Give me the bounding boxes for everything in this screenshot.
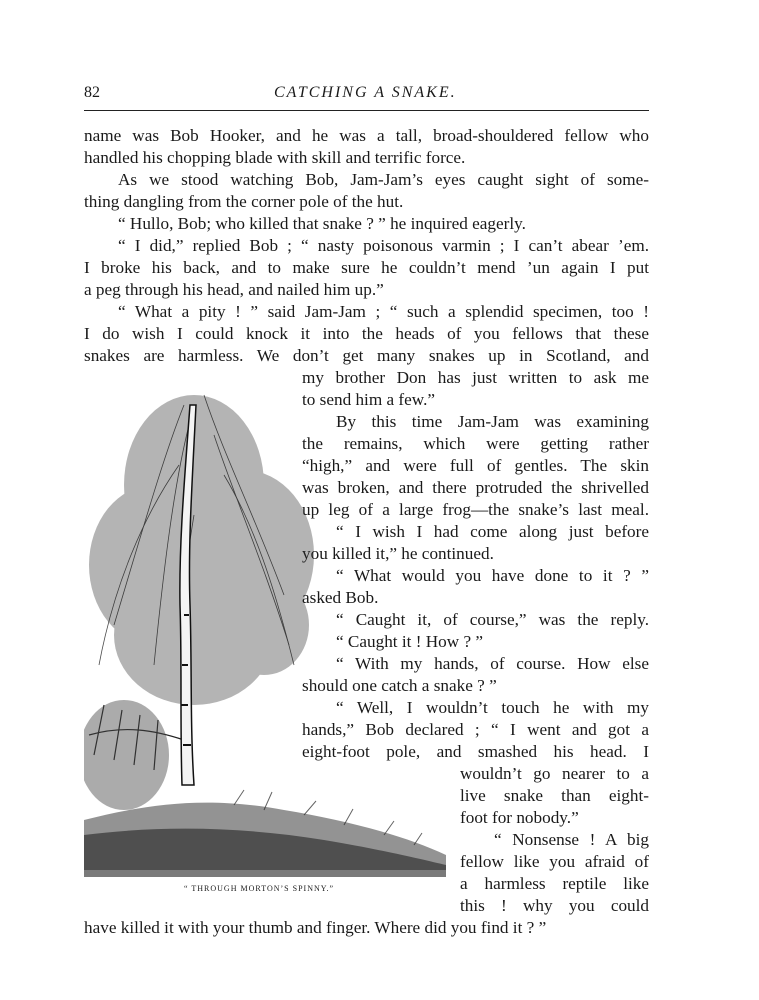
text-line: “ Well, I wouldn’t touch he with my [336,698,649,717]
birch-tree-illustration [84,365,450,880]
text-line: the remains, which were getting rather [302,434,649,453]
text-line: foot for nobody.” [460,808,579,827]
text-line: thing dangling from the corner pole of the hut. [84,192,404,211]
text-line: “ What would you have done to it ? ” [336,566,649,585]
text-line: hands,” Bob declared ; “ I went and got a [302,720,649,739]
text-line: my brother Don has just written to ask me [302,368,649,387]
text-line: handled his chopping blade with skill and terrific force. [84,148,466,167]
text-line: was broken, and there protruded the shrivelled [302,478,649,497]
illustration-caption: “ THROUGH MORTON’S SPINNY.” [183,884,335,893]
text-line: “ Hullo, Bob; who killed that snake ? ” he inquired eagerly. [118,214,526,233]
text-line: “ Caught it ! How ? ” [336,632,484,651]
text-line: By this time Jam-Jam was examining [336,412,649,431]
text-line: this ! why you could [460,896,649,915]
text-line: “high,” and were full of gentles. The skin [302,456,649,475]
text-line: up leg of a large frog—the snake’s last meal. [302,500,649,519]
header-rule [84,110,649,111]
text-line: asked Bob. [302,588,379,607]
text-line: have killed it with your thumb and finger. Where did you find it ? ” [84,918,547,937]
text-line: live snake than eight- [460,786,649,805]
text-line: I do wish I could knock it into the heads of you fellows that these [84,324,649,343]
text-line: eight-foot pole, and smashed his head. I [302,742,649,761]
text-line: As we stood watching Bob, Jam-Jam’s eyes caught sight of some- [118,170,649,189]
text-line: “ With my hands, of course. How else [336,654,649,673]
text-line: to send him a few.” [302,390,436,409]
running-head: CATCHING A SNAKE. [274,84,457,101]
text-line: wouldn’t go nearer to a [460,764,649,783]
text-line: name was Bob Hooker, and he was a tall, broad-shouldered fellow who [84,126,649,145]
text-line: a peg through his head, and nailed him up.” [84,280,384,299]
page-header [84,84,649,106]
text-line: you killed it,” he continued. [302,544,494,563]
text-line: “ Nonsense ! A big [494,830,649,849]
text-line: should one catch a snake ? ” [302,676,497,695]
text-line: “ I wish I had come along just before [336,522,649,541]
text-line: fellow like you afraid of [460,852,649,871]
text-line: I broke his back, and to make sure he couldn’t mend ’un again I put [84,258,649,277]
text-line: a harmless reptile like [460,874,649,893]
text-line: snakes are harmless. We don’t get many snakes up in Scotland, and [84,346,649,365]
text-line: “ Caught it, of course,” was the reply. [336,610,649,629]
text-line: “ I did,” replied Bob ; “ nasty poisonous varmin ; I can’t abear ’em. [118,236,649,255]
page-number: 82 [84,84,100,101]
text-line: “ What a pity ! ” said Jam-Jam ; “ such a splendid specimen, too ! [118,302,649,321]
